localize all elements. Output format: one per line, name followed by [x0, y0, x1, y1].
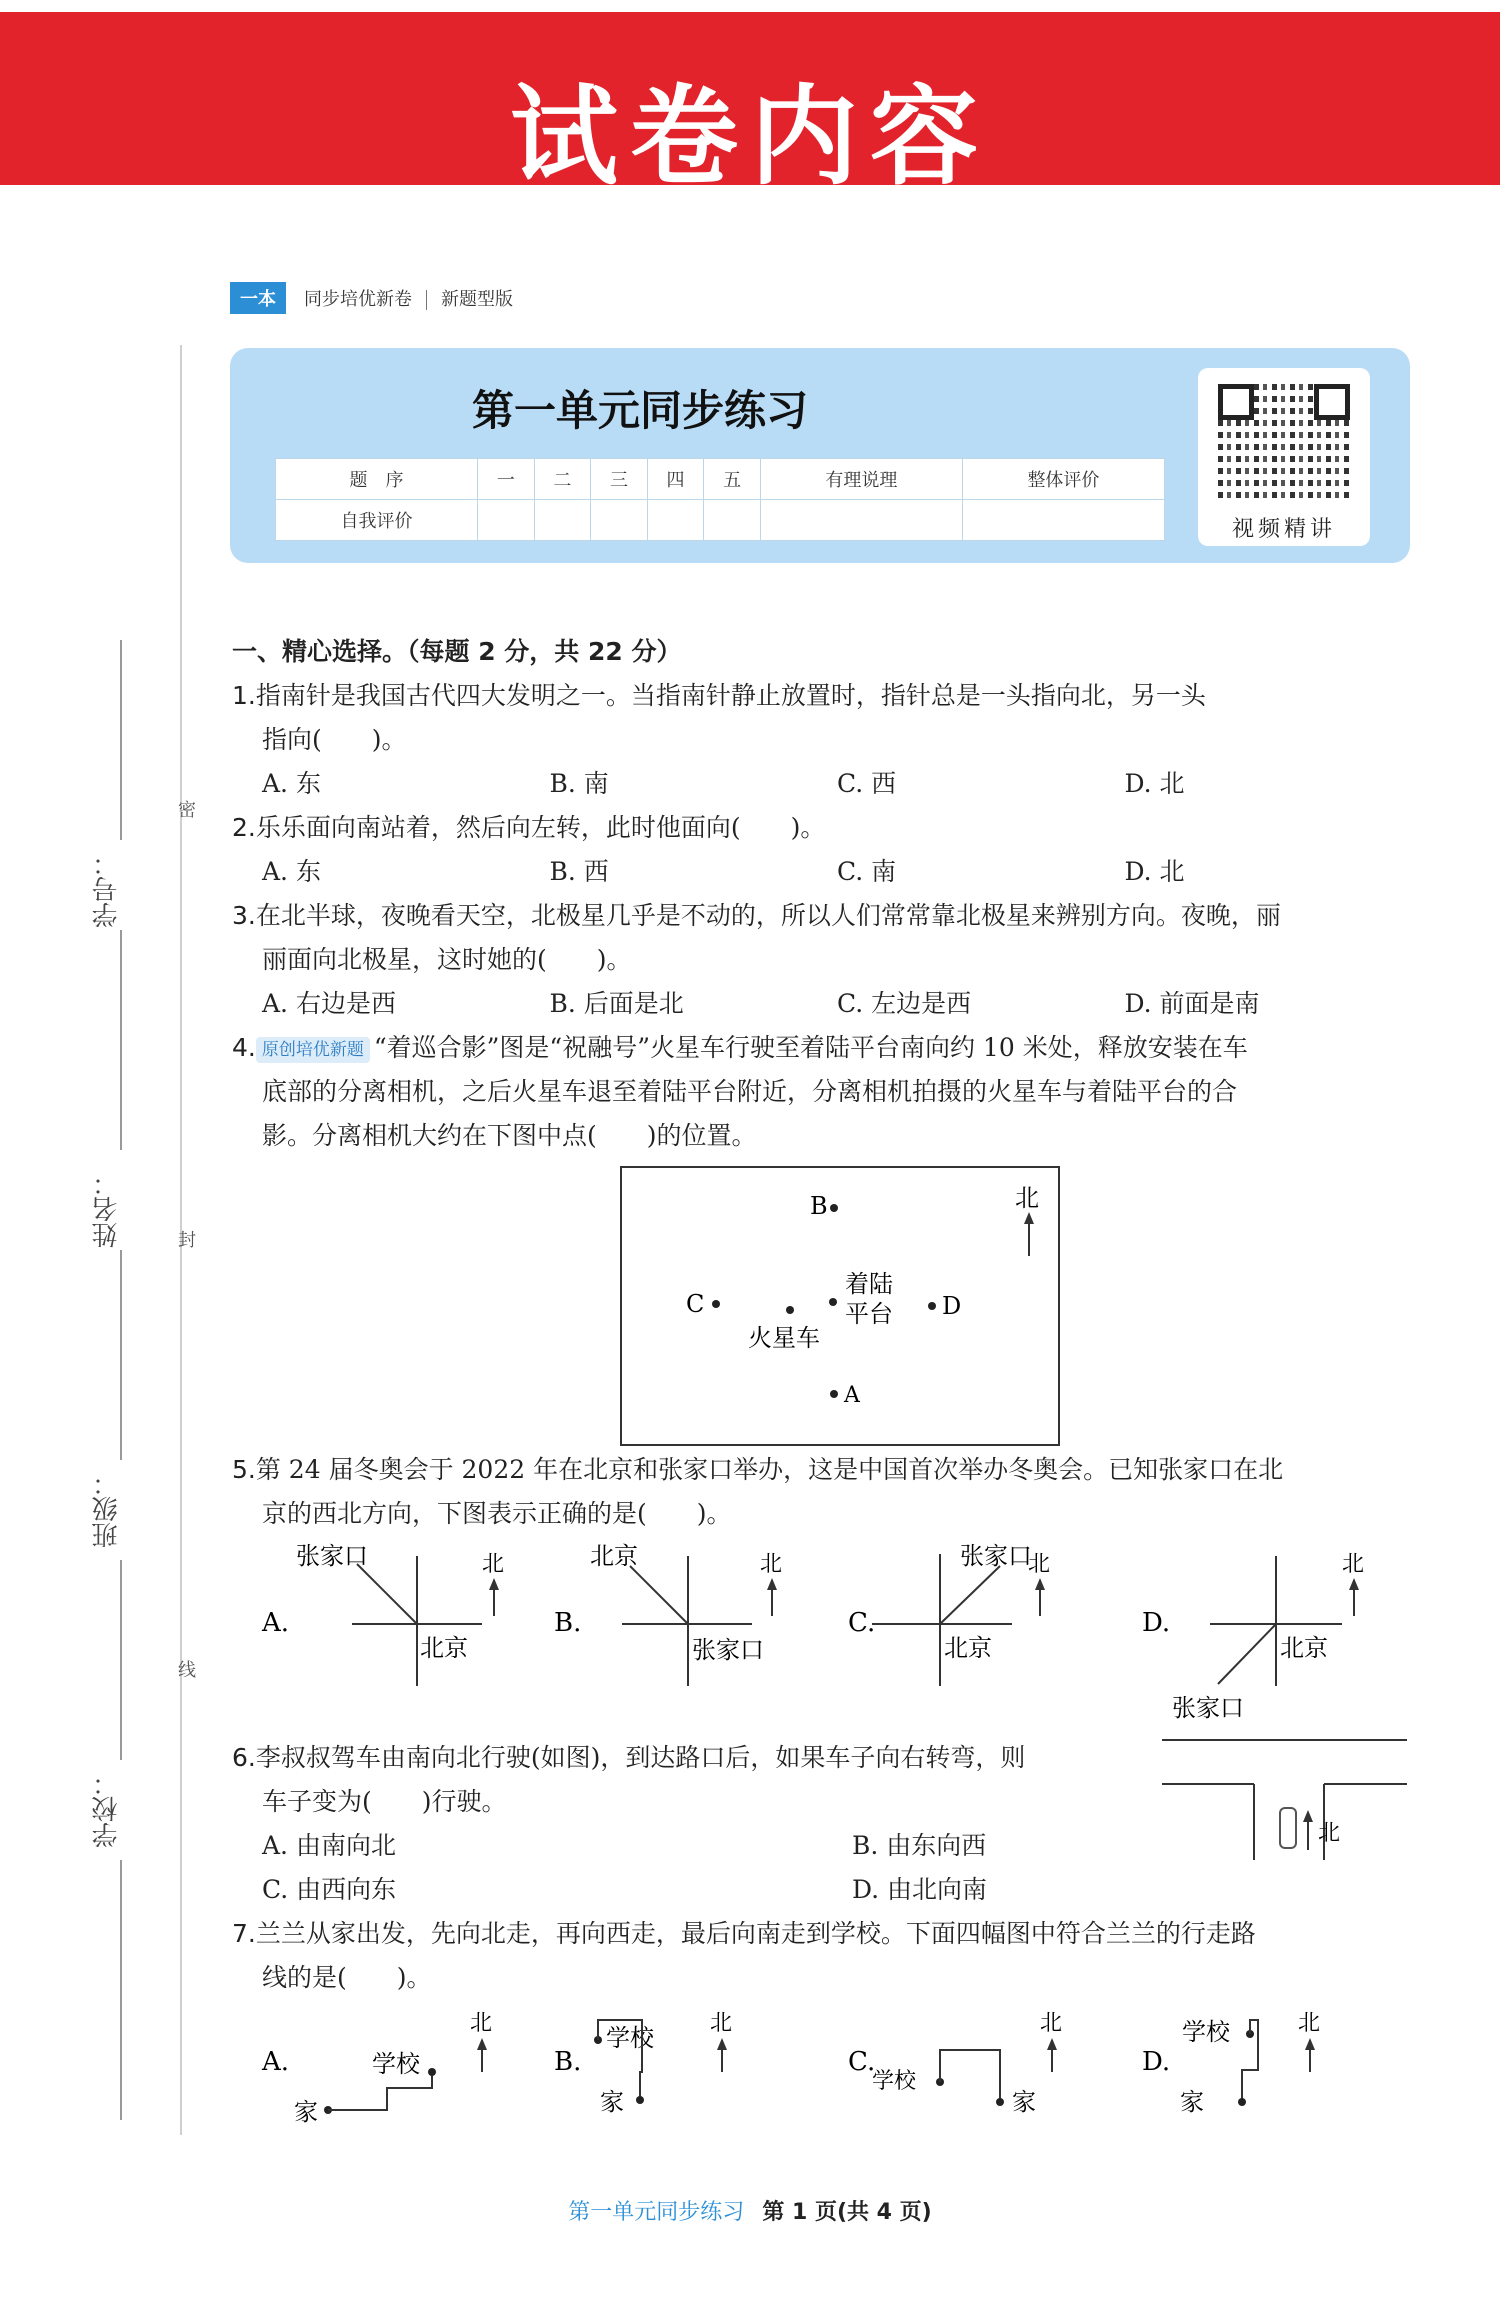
table-cell — [704, 500, 761, 541]
footer-unit: 第一单元同步练习 — [568, 2200, 745, 2225]
option[interactable]: C. 西 — [837, 769, 897, 798]
point-a — [830, 1390, 838, 1398]
north-label: 北 — [482, 1552, 505, 1577]
question-1 — [232, 674, 1412, 806]
option-label: B. — [554, 2047, 582, 2077]
zjk-label: 张家口 — [1172, 1694, 1244, 1722]
options — [232, 982, 1412, 1026]
home-label: 家 — [1012, 2088, 1036, 2116]
question-text: 线的是( )。 — [262, 1963, 432, 1992]
intersection-figure — [1162, 1732, 1412, 1862]
side-fill-line — [120, 640, 122, 840]
option[interactable]: C. 南 — [837, 857, 897, 886]
section-title: 一、精心选择。（每题 2 分，共 22 分） — [232, 637, 682, 666]
side-fill-line — [120, 1560, 122, 1760]
table-cell: 自我评价 — [276, 500, 478, 541]
table-cell: 有理说理 — [760, 459, 962, 500]
car-icon — [1280, 1808, 1296, 1848]
q7-option-c — [848, 2011, 1062, 2116]
figure-area — [232, 1158, 1412, 1448]
point-d-label: D — [942, 1292, 962, 1320]
table-row — [276, 459, 1165, 500]
banner — [0, 0, 1500, 200]
question-2 — [232, 806, 1412, 894]
question-number: 1. — [232, 681, 256, 710]
series-name: 同步培优新卷 — [304, 289, 412, 310]
option[interactable]: D. 由北向南 — [852, 1875, 988, 1904]
point-a-label: A — [844, 1383, 860, 1408]
series-header — [230, 282, 513, 314]
page-footer — [0, 2195, 1500, 2226]
options — [232, 850, 1412, 894]
side-fill-line — [120, 1860, 122, 2120]
question-4 — [232, 1026, 1412, 1448]
school-label: 学校 — [606, 2024, 654, 2052]
q7-option-b — [554, 2011, 732, 2116]
landing-figure — [620, 1166, 1060, 1446]
option[interactable]: D. 前面是南 — [1124, 989, 1260, 1018]
question-text: 在北半球，夜晚看天空，北极星几乎是不动的，所以人们常常靠北极星来辨别方向。夜晚，丽 — [255, 901, 1281, 930]
option[interactable]: B. 后面是北 — [549, 989, 684, 1018]
option-label: B. — [554, 1608, 582, 1638]
q5-option-c — [848, 1542, 1050, 1686]
school-label: 学校 — [872, 2069, 917, 2094]
north-label: 北 — [1015, 1184, 1039, 1212]
divider — [426, 290, 427, 310]
rover-label: 火星车 — [748, 1324, 820, 1352]
side-fill-line — [120, 930, 122, 1150]
q5-option-d — [1142, 1552, 1364, 1722]
home-label: 家 — [600, 2088, 624, 2116]
point-c-label: C — [686, 1290, 705, 1318]
question-5 — [232, 1448, 1412, 1736]
north-label: 北 — [1342, 1552, 1365, 1577]
question-text: 第 24 届冬奥会于 2022 年在北京和张家口举办，这是中国首次举办冬奥会。已知张家口在北 — [255, 1455, 1284, 1484]
question-3 — [232, 894, 1412, 1026]
qr-label: 视频精讲 — [1231, 517, 1336, 542]
question-text: 兰兰从家出发，先向北走，再向西走，最后向南走到学校。下面四幅图中符合兰兰的行走路 — [255, 1919, 1256, 1948]
q7-figures — [232, 2000, 1412, 2150]
school-label: 学校 — [372, 2050, 420, 2078]
table-cell: 四 — [647, 459, 704, 500]
page-title: 第一单元同步练习 — [471, 386, 808, 435]
table-cell — [534, 500, 591, 541]
north-label: 北 — [710, 2011, 733, 2036]
question-number: 2. — [232, 813, 256, 842]
question-text: 影。分离相机大约在下图中点( )的位置。 — [262, 1121, 757, 1150]
option-label: A. — [262, 1608, 290, 1638]
beijing-label: 北京 — [590, 1542, 638, 1570]
option-label: D. — [1142, 2047, 1171, 2077]
table-cell: 二 — [534, 459, 591, 500]
zjk-label: 张家口 — [692, 1636, 764, 1664]
header-box — [230, 348, 1410, 563]
question-number: 5. — [232, 1455, 256, 1484]
option[interactable]: A. 右边是西 — [262, 989, 396, 1018]
beijing-label: 北京 — [944, 1634, 992, 1662]
option-label: C. — [848, 2047, 876, 2077]
q7-option-a — [261, 2011, 492, 2126]
zjk-label: 张家口 — [296, 1542, 368, 1570]
table-cell: 三 — [591, 459, 648, 500]
question-6 — [232, 1736, 1412, 1912]
table-cell — [647, 500, 704, 541]
question-number: 4. — [232, 1033, 256, 1062]
banner-title: 试卷内容 — [509, 75, 990, 200]
table-cell — [591, 500, 648, 541]
table-cell: 整体评价 — [962, 459, 1164, 500]
q5-option-b — [554, 1542, 782, 1686]
question-number: 7. — [232, 1919, 256, 1948]
home-label: 家 — [294, 2098, 318, 2126]
beijing-label: 北京 — [420, 1634, 468, 1662]
platform-label: 着陆 — [845, 1270, 893, 1298]
q7-option-d — [1142, 2011, 1320, 2116]
option[interactable]: A. 东 — [262, 857, 321, 886]
question-text: 指向( )。 — [262, 725, 407, 754]
table-cell — [962, 500, 1164, 541]
option[interactable]: B. 南 — [549, 769, 609, 798]
point-b-label: B — [810, 1192, 828, 1220]
home-label: 家 — [1180, 2088, 1204, 2116]
side-label-school: 学校： — [92, 1770, 122, 1848]
score-table — [275, 458, 1165, 541]
series-logo: 一本 — [230, 282, 286, 314]
seal-mark: 线 — [175, 1660, 196, 1678]
beijing-label: 北京 — [1280, 1634, 1328, 1662]
side-fill-line — [120, 1250, 122, 1460]
options — [232, 762, 1412, 806]
question-text: 李叔叔驾车由南向北行驶(如图)，到达路口后，如果车子向右转弯，则 — [255, 1743, 1026, 1772]
option[interactable]: B. 西 — [549, 857, 609, 886]
seal-mark: 密 — [175, 800, 196, 818]
question-number: 3. — [232, 901, 256, 930]
question-text: 底部的分离相机，之后火星车退至着陆平台附近，分离相机拍摄的火星车与着陆平台的合 — [262, 1077, 1238, 1106]
table-cell: 一 — [478, 459, 535, 500]
series-edition: 新题型版 — [441, 289, 513, 310]
table-cell — [478, 500, 535, 541]
qr-code-icon[interactable] — [1218, 384, 1350, 504]
option[interactable]: C. 由西向东 — [262, 1875, 397, 1904]
question-number: 6. — [232, 1743, 256, 1772]
table-cell: 五 — [704, 459, 761, 500]
north-label: 北 — [1040, 2011, 1063, 2036]
seal-mark: 封 — [175, 1230, 196, 1248]
point-b — [830, 1204, 838, 1212]
rover-point — [786, 1306, 794, 1314]
north-label: 北 — [760, 1552, 783, 1577]
school-label: 学校 — [1182, 2018, 1230, 2046]
side-label-student-id: 学号： — [92, 850, 122, 928]
side-label-class: 班级： — [92, 1470, 122, 1548]
question-7 — [232, 1912, 1412, 2150]
question-text: 车子变为( )行驶。 — [262, 1787, 507, 1816]
table-row — [276, 500, 1165, 541]
options — [232, 1824, 1142, 1912]
option[interactable]: D. 北 — [1124, 857, 1185, 886]
point-c — [712, 1300, 720, 1308]
north-label: 北 — [1298, 2011, 1321, 2036]
question-text: “着巡合影”图是“祝融号”火星车行驶至着陆平台南向约 10 米处，释放安装在车 — [373, 1033, 1248, 1062]
north-label: 北 — [470, 2011, 493, 2036]
point-d — [928, 1302, 936, 1310]
table-cell: 题 序 — [276, 459, 478, 500]
q5-option-a — [261, 1542, 504, 1686]
footer-page: 第 1 页(共 4 页) — [762, 2200, 932, 2225]
question-text: 京的西北方向，下图表示正确的是( )。 — [262, 1499, 732, 1528]
zjk-label: 张家口 — [960, 1542, 1032, 1570]
option-label: C. — [848, 1608, 876, 1638]
q5-figures — [232, 1536, 1412, 1736]
original-question-tag: 原创培优新题 — [256, 1037, 370, 1063]
option-label: A. — [262, 2047, 290, 2077]
question-text: 乐乐面向南站着，然后向左转，此时他面向( )。 — [255, 813, 826, 842]
platform-label: 平台 — [845, 1300, 893, 1328]
question-text: 指南针是我国古代四大发明之一。当指南针静止放置时，指针总是一头指向北，另一头 — [255, 681, 1206, 710]
table-cell — [760, 500, 962, 541]
option[interactable]: C. 左边是西 — [837, 989, 972, 1018]
option[interactable]: A. 东 — [262, 769, 321, 798]
option[interactable]: D. 北 — [1124, 769, 1185, 798]
option[interactable]: B. 由东向西 — [852, 1831, 987, 1860]
option-label: D. — [1142, 1608, 1171, 1638]
north-label: 北 — [1028, 1552, 1051, 1577]
questions — [232, 630, 1412, 2150]
option[interactable]: A. 由南向北 — [262, 1831, 396, 1860]
side-label-name: 姓名： — [92, 1170, 122, 1248]
question-text: 丽面向北极星，这时她的( )。 — [262, 945, 632, 974]
platform-point — [829, 1298, 837, 1306]
north-label: 北 — [1318, 1821, 1341, 1846]
qr-panel[interactable] — [1198, 368, 1370, 546]
